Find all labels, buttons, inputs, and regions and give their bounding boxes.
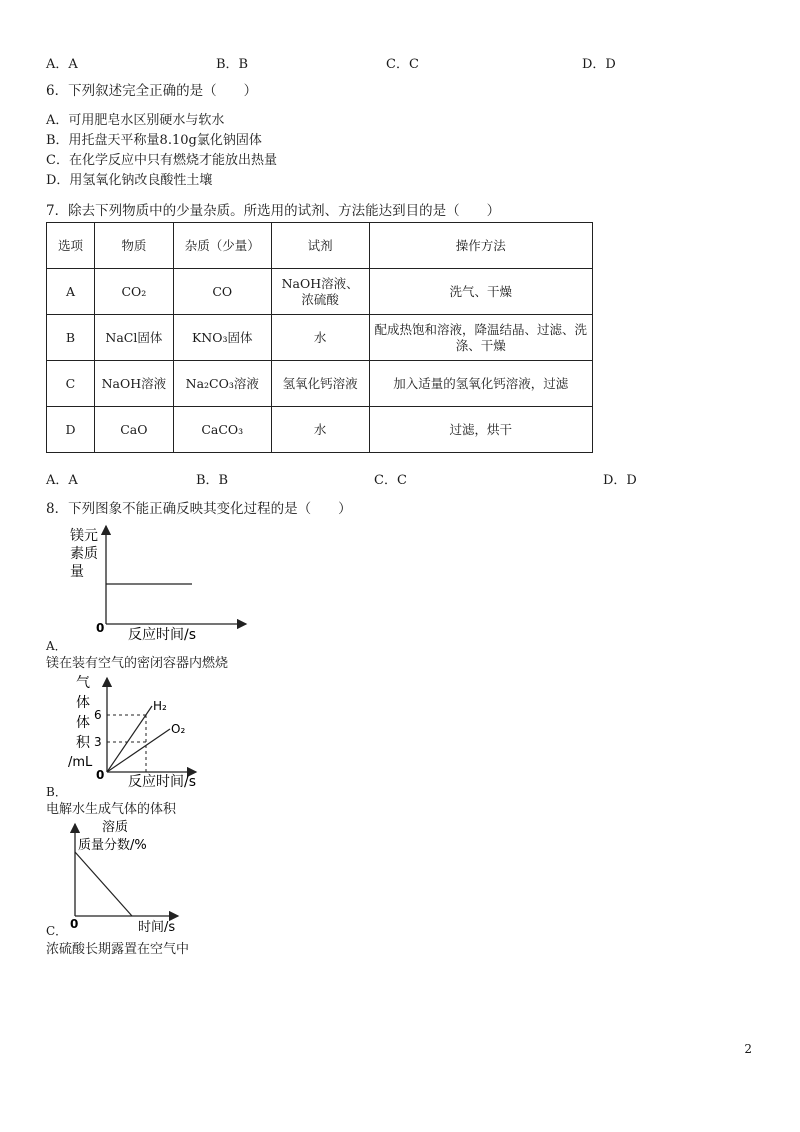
cell-method: 过滤，烘干 <box>369 407 592 453</box>
table-row <box>47 361 593 407</box>
figc-ylabel-2: 质量分数/% <box>78 838 147 853</box>
figc-origin: 0 <box>70 917 79 931</box>
figb-o2-line <box>107 729 170 772</box>
figc-letter[interactable]: C． <box>46 924 68 938</box>
cell-method: 洗气、干燥 <box>369 269 592 315</box>
cell-option: D <box>47 407 95 453</box>
figb-tick-6: 6 <box>94 708 102 722</box>
table-header-row <box>47 223 593 269</box>
q6-stem: 6．下列叙述完全正确的是（ ） <box>46 83 258 99</box>
figb-origin: 0 <box>96 768 105 782</box>
q6-option-a[interactable]: A．可用肥皂水区别硬水与软水 <box>46 113 225 128</box>
figc-ylabel-1: 溶质 <box>102 820 129 835</box>
figa-ylabel-2: 素质 <box>70 546 98 562</box>
q6-option-d[interactable]: D．用氢氧化钠改良酸性土壤 <box>46 173 213 188</box>
header-impurity: 杂质（少量） <box>173 223 271 269</box>
cell-option: B <box>47 315 95 361</box>
figa-ylabel-3: 量 <box>70 564 84 580</box>
cell-substance: CaO <box>94 407 173 453</box>
cell-substance: NaCl固体 <box>94 315 173 361</box>
q5-choice-a[interactable]: A．A <box>46 57 78 72</box>
figa-origin: 0 <box>96 621 105 635</box>
figb-ylabel-3: 体 <box>76 715 90 731</box>
figb-letter[interactable]: B． <box>46 785 67 799</box>
cell-method: 加入适量的氢氧化钙溶液，过滤 <box>369 361 592 407</box>
figa-ylabel-1: 镁元 <box>70 528 98 544</box>
cell-substance: NaOH溶液 <box>94 361 173 407</box>
cell-reagent: 水 <box>271 407 369 453</box>
cell-impurity: CO <box>173 269 271 315</box>
figb-ylabel-1: 气 <box>76 675 90 691</box>
figb-h2-line <box>107 706 152 772</box>
cell-substance: CO₂ <box>94 269 173 315</box>
q5-choice-b[interactable]: B．B <box>216 57 249 72</box>
figb-series-o2: O₂ <box>171 722 186 736</box>
q6-option-c[interactable]: C．在化学反应中只有燃烧才能放出热量 <box>46 153 277 168</box>
figure-a <box>46 522 256 642</box>
q5-choices <box>46 53 666 71</box>
figb-ylabel-5: /mL <box>68 755 93 770</box>
page-number: 2 <box>744 1042 752 1056</box>
cell-method: 配成热饱和溶液，降温结晶、过滤、洗涤、干燥 <box>369 315 592 361</box>
cell-impurity: Na₂CO₃溶液 <box>173 361 271 407</box>
figc-xlabel: 时间/s <box>138 920 176 932</box>
figc-series-line <box>75 852 132 916</box>
figa-caption: 镁在装有空气的密闭容器内燃烧 <box>46 656 229 671</box>
figb-xlabel: 反应时间/s <box>128 774 197 790</box>
header-option: 选项 <box>47 223 95 269</box>
q5-choice-d[interactable]: D．D <box>582 57 616 72</box>
table-row <box>47 407 593 453</box>
q7-choice-c[interactable]: C．C <box>374 473 407 488</box>
q7-choice-b[interactable]: B．B <box>196 473 229 488</box>
header-reagent: 试剂 <box>271 223 369 269</box>
q7-table <box>46 222 593 453</box>
q8-stem: 8．下列图象不能正确反映其变化过程的是（ ） <box>46 501 352 517</box>
figb-ylabel-4: 积 <box>76 735 90 751</box>
header-method: 操作方法 <box>369 223 592 269</box>
figb-caption: 电解水生成气体的体积 <box>46 802 177 817</box>
figure-b <box>46 672 256 790</box>
table-row <box>47 269 593 315</box>
figb-ylabel-2: 体 <box>76 695 90 711</box>
figc-caption: 浓硫酸长期露置在空气中 <box>46 942 190 957</box>
figure-c <box>46 818 256 932</box>
header-substance: 物质 <box>94 223 173 269</box>
cell-option: C <box>47 361 95 407</box>
cell-reagent: NaOH溶液、浓硫酸 <box>271 269 369 315</box>
q6-option-b[interactable]: B．用托盘天平称量8.10g氯化钠固体 <box>46 133 262 148</box>
figa-xlabel: 反应时间/s <box>128 627 197 642</box>
figa-letter[interactable]: A． <box>46 639 67 653</box>
q7-choices <box>46 469 666 487</box>
cell-impurity: KNO₃固体 <box>173 315 271 361</box>
q7-choice-a[interactable]: A．A <box>46 473 78 488</box>
cell-reagent: 氢氧化钙溶液 <box>271 361 369 407</box>
cell-reagent: 水 <box>271 315 369 361</box>
figb-series-h2: H₂ <box>153 699 167 713</box>
table-row <box>47 315 593 361</box>
q5-choice-c[interactable]: C．C <box>386 57 419 72</box>
cell-option: A <box>47 269 95 315</box>
q7-stem: 7．除去下列物质中的少量杂质。所选用的试剂、方法能达到目的是（ ） <box>46 203 501 219</box>
q7-choice-d[interactable]: D．D <box>603 473 637 488</box>
figb-tick-3: 3 <box>94 735 102 749</box>
cell-impurity: CaCO₃ <box>173 407 271 453</box>
